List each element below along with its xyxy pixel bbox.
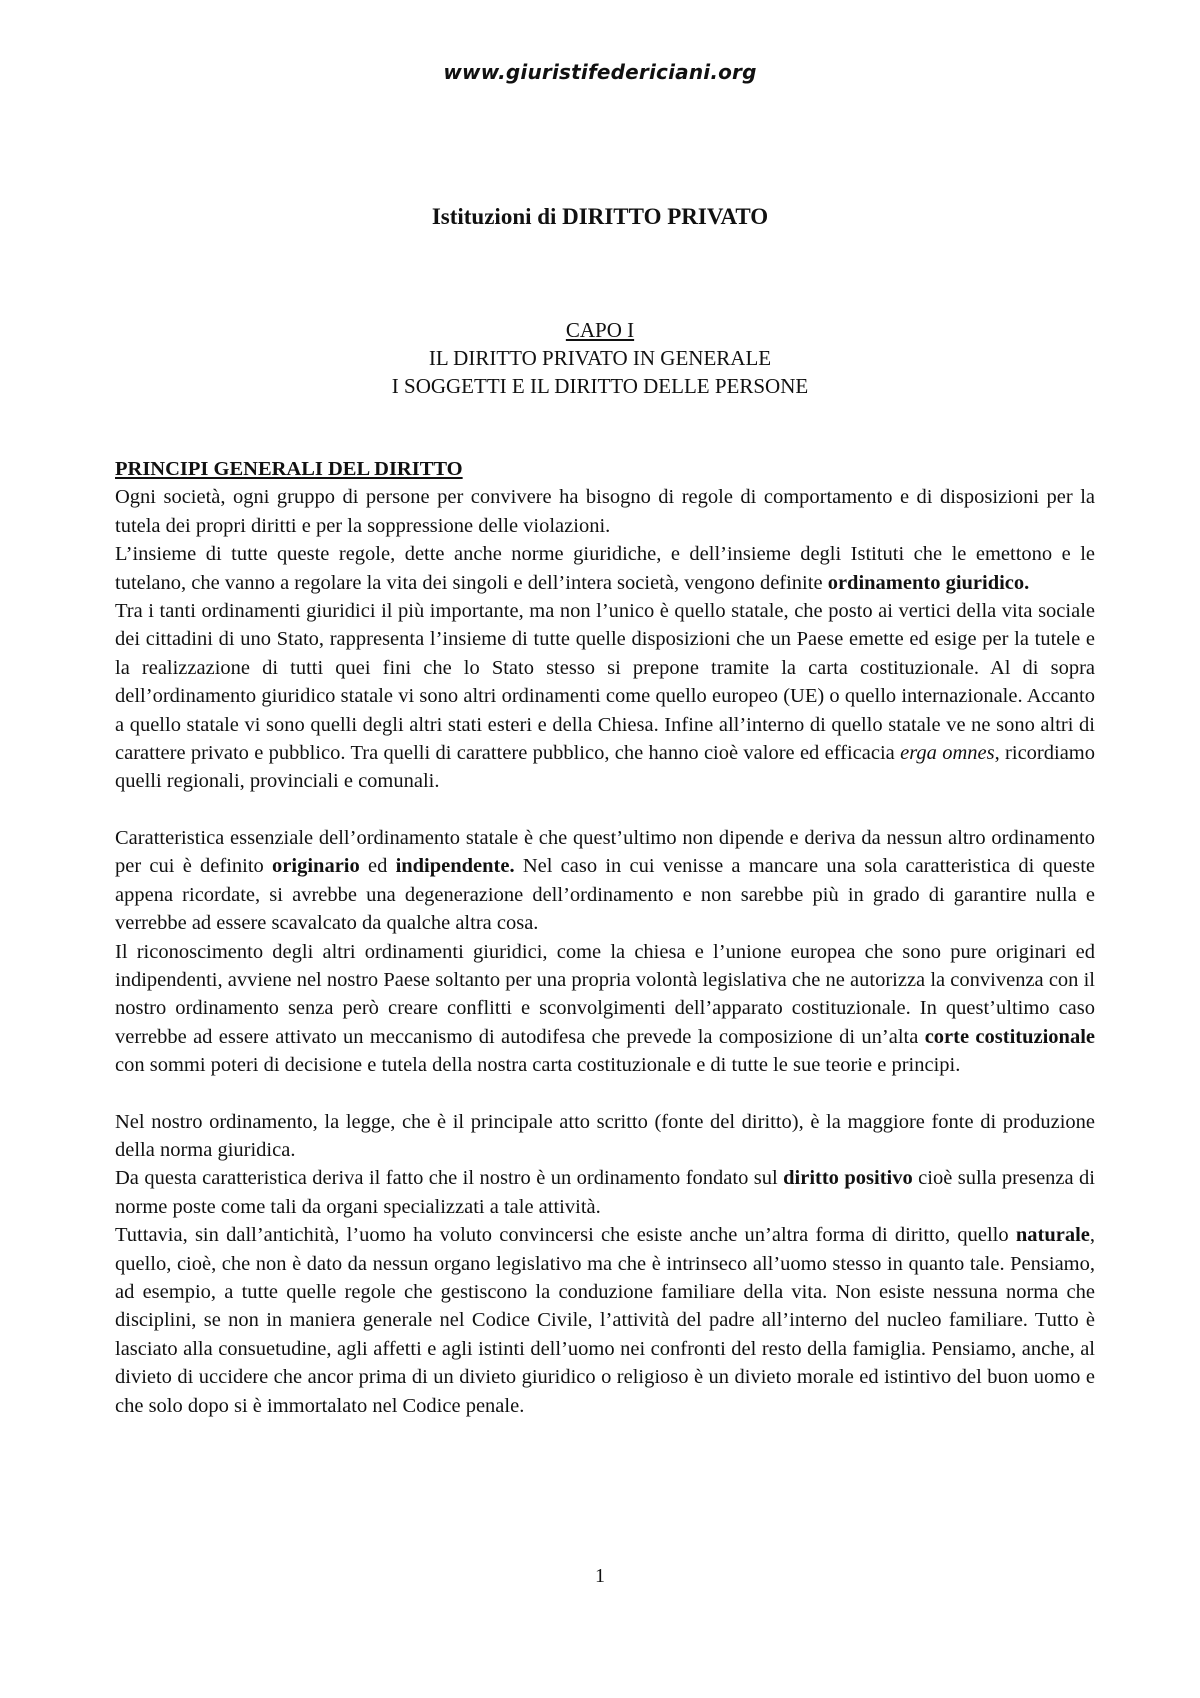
paragraph-spacer <box>115 1080 1095 1108</box>
chapter-title-line-2: I SOGGETTI E IL DIRITTO DELLE PERSONE <box>391 374 809 398</box>
paragraph-5 <box>115 938 1095 1080</box>
paragraph-8-text-end: , quello, cioè, che non è dato da nessun organo legislativo ma che è intrinseco all’uomo stesso in quanto tale. Pensiamo, ad esempio, a tutte quelle regole che gestiscono la conduzione familiare della vita. Non esiste nessuna norma che disciplini, se non in maniera generale nel Codice Civile, l’attività del padre all’interno del nucleo familiare. Tutto è lasciato alla consuetudine, agli affetti e agli istinti dell’uomo nei confronti del resto della famiglia. Pensiamo, anche, al divieto di uccidere che ancor prima di un divieto giuridico o religioso è un divieto morale ed istintivo del buon uomo e che solo dopo si è immortalato nel Codice penale. <box>115 1224 1095 1417</box>
term-corte-costituzionale: corte costituzionale <box>924 1025 1095 1048</box>
paragraph-3-text: Tra i tanti ordinamenti giuridici il più importante, ma non l’unico è quello statale, che posto ai vertici della vita sociale dei cittadini di uno Stato, rappresenta l’insieme di tutte quelle disposizioni che un Paese emette ed esige per la tutele e la realizzazione di tutti quei fini che lo Stato stesso si prepone tramite la carta costituzionale. Al di sopra dell’ordinamento giuridico statale vi sono altri ordinamenti come quello europeo (UE) o quello internazionale. Accanto a quello statale vi sono quelli degli altri stati esteri e della Chiesa. Infine all’interno di quello statale ve ne sono altri di carattere privato e pubblico. Tra quelli di carattere pubblico, che hanno cioè valore ed efficacia <box>115 600 1095 765</box>
paragraph-2 <box>115 540 1095 597</box>
paragraph-4-conjunction: ed <box>359 855 396 878</box>
paragraph-7 <box>115 1164 1095 1221</box>
term-ordinamento-giuridico: ordinamento giuridico. <box>827 571 1030 594</box>
paragraph-4-text: Caratteristica essenziale dell’ordinamento statale è che quest’ultimo non dipende e deriva da nessun altro ordinamento per cui è definito <box>115 826 1095 878</box>
term-erga-omnes: erga omnes <box>900 742 995 765</box>
term-diritto-positivo: diritto positivo <box>783 1167 913 1190</box>
paragraph-4 <box>115 824 1095 938</box>
chapter-number: CAPO I <box>565 318 635 342</box>
paragraph-8-text: Tuttavia, sin dall’antichità, l’uomo ha voluto convincersi che esiste anche un’altra forma di diritto, quello <box>115 1224 1016 1247</box>
paragraph-2-text: L’insieme di tutte queste regole, dette anche norme giuridiche, e dell’insieme degli Istituti che le emettono e le tutelano, che vanno a regolare la vita dei singoli e dell’intera società, vengono definite <box>115 543 1095 594</box>
paragraph-7-text: Da questa caratteristica deriva il fatto che il nostro è un ordinamento fondato sul <box>115 1167 784 1190</box>
chapter-title-line-1: IL DIRITTO PRIVATO IN GENERALE <box>428 346 772 370</box>
paragraph-5-text-end: con sommi poteri di decisione e tutela della nostra carta costituzionale e di tutte le sue teorie e principi. <box>115 1054 961 1077</box>
site-url-header[interactable]: www.giuristifedericiani.org <box>443 60 757 84</box>
term-indipendente: indipendente. <box>395 855 515 878</box>
paragraph-1: Ogni società, ogni gruppo di persone per convivere ha bisogno di regole di comportamento e di disposizioni per la tutela dei propri diritti e per la soppressione delle violazioni. <box>115 486 1095 537</box>
term-originario: originario <box>272 855 360 878</box>
paragraph-4-text-end: Nel caso in cui venisse a mancare una sola caratteristica di queste appena ricordate, si avrebbe una degenerazione dell’ordinamento e non sarebbe più in grado di garantire nulla e verrebbe ad essere scavalcato da qualche altra cosa. <box>115 855 1095 935</box>
paragraph-3-text-end: , ricordiamo quelli regionali, provinciali e comunali. <box>115 742 1095 793</box>
paragraph-spacer <box>115 796 1095 824</box>
page-number: 1 <box>595 1565 605 1587</box>
document-title: Istituzioni di DIRITTO PRIVATO <box>431 204 769 229</box>
term-naturale: naturale <box>1015 1224 1090 1247</box>
paragraph-8 <box>115 1221 1095 1420</box>
section-heading: PRINCIPI GENERALI DEL DIRITTO <box>115 458 463 480</box>
paragraph-5-text: Il riconoscimento degli altri ordinamenti giuridici, come la chiesa e l’unione europea che sono pure originari ed indipendenti, avviene nel nostro Paese soltanto per una propria volontà legislativa che ne autorizza la convivenza con il nostro ordinamento senza però creare conflitti e sconvolgimenti dell’apparato costituzionale. In quest’ultimo caso verrebbe ad essere attivato un meccanismo di autodifesa che prevede la composizione di un’alta <box>115 940 1095 1048</box>
paragraph-6: Nel nostro ordinamento, la legge, che è il principale atto scritto (fonte del diritto), è la maggiore fonte di produzione della norma giuridica. <box>115 1110 1095 1161</box>
paragraph-7-text-end: cioè sulla presenza di norme poste come tali da organi specializzati a tale attività. <box>115 1167 1095 1218</box>
chapter-heading <box>0 316 1200 400</box>
document-body <box>115 455 1095 1420</box>
paragraph-3 <box>115 597 1095 796</box>
